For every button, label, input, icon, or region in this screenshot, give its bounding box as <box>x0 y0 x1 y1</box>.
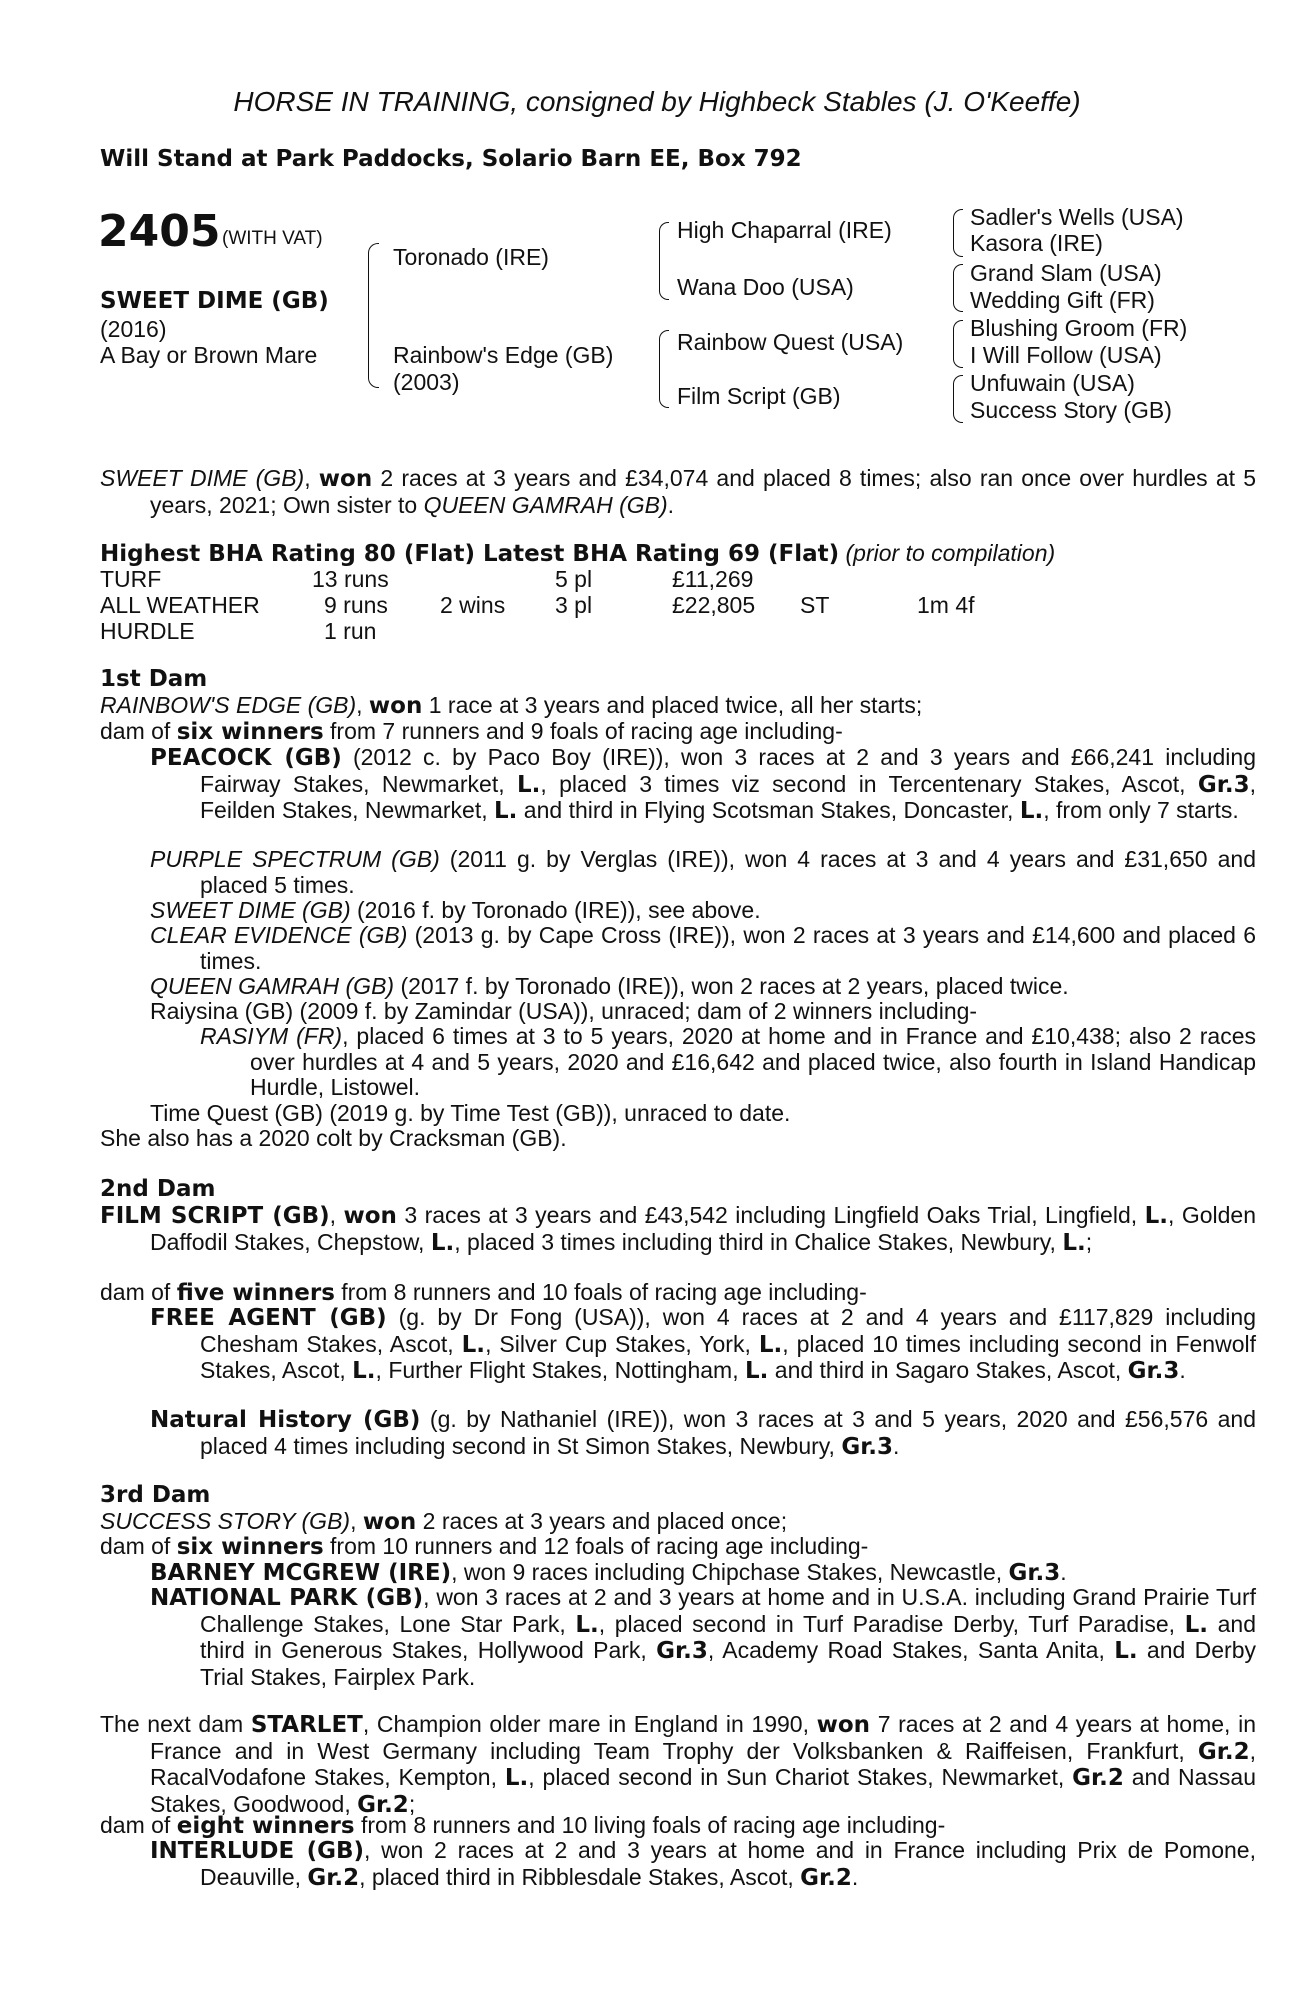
bha-rating: Highest BHA Rating 80 (Flat) Latest BHA Rating 69 (Flat) (prior to compilation) <box>100 540 1056 567</box>
pedigree-dam: Rainbow's Edge (GB) <box>393 342 614 368</box>
pedigree-brace-4 <box>953 375 963 423</box>
second-dam-produce: dam of five winners from 8 runners and 10 foals of racing age including- <box>100 1279 867 1306</box>
horse-name: SWEET DIME (GB) <box>100 288 329 314</box>
second-dam-record: FILM SCRIPT (GB), won 3 races at 3 years and £43,542 including Lingfield Oaks Trial, Lingfield, L., Golden Daffodil Stakes, Chepstow, L., placed 3 times including third in Chalice Stakes, Newbury, L.; <box>100 1202 1256 1256</box>
progeny-raiysina: Raiysina (GB) (2009 f. by Zamindar (USA)), unraced; dam of 2 winners including- <box>150 998 978 1024</box>
progeny-national-park: NATIONAL PARK (GB), won 3 races at 2 and 3 years at home and in U.S.A. including Grand Prairie Turf Challenge Stakes, Lone Star Park, L., placed second in Turf Paradise Derby, Turf Paradise, L. and third in Generous Stakes, Hollywood Park, Gr.3, Academy Road Stakes, Santa Anita, L. and Derby Trial Stakes, Fairplex Park. <box>150 1584 1257 1690</box>
page-title: HORSE IN TRAINING, consigned by Highbeck Stables (J. O'Keeffe) <box>233 86 1081 117</box>
vat-note: (WITH VAT) <box>222 228 323 249</box>
pedigree-sire-dam: Wana Doo (USA) <box>677 274 854 300</box>
progeny-clear-evidence: CLEAR EVIDENCE (GB) (2013 g. by Cape Cross (IRE)), won 2 races at 3 years and £14,600 and placed 6 times. <box>150 922 1256 974</box>
pedigree-dss: Blushing Groom (FR) <box>970 315 1188 341</box>
pedigree-sire: Toronado (IRE) <box>393 244 549 270</box>
pedigree-dam-dam: Film Script (GB) <box>677 383 841 409</box>
pedigree-brace-1 <box>953 209 963 257</box>
progeny-natural-history: Natural History (GB) (g. by Nathaniel (IRE)), won 3 races at 3 and 5 years, 2020 and £56,576 and placed 4 times including second in St Simon Stakes, Newbury, Gr.3. <box>150 1406 1257 1460</box>
first-dam-produce: dam of six winners from 7 runners and 9 foals of racing age including- <box>100 718 843 745</box>
pedigree-brace-3 <box>953 320 963 368</box>
pedigree-brace-main <box>368 243 379 388</box>
progeny-time-quest: Time Quest (GB) (2019 g. by Time Test (GB)), unraced to date. <box>150 1100 791 1126</box>
progeny-queen-gamrah: QUEEN GAMRAH (GB) (2017 f. by Toronado (IRE)), won 2 races at 2 years, placed twice. <box>150 973 1069 999</box>
third-dam-heading: 3rd Dam <box>100 1482 211 1508</box>
horse-description: A Bay or Brown Mare <box>100 342 318 368</box>
second-dam-heading: 2nd Dam <box>100 1176 216 1202</box>
pedigree-brace-sire <box>659 222 669 300</box>
race-summary: SWEET DIME (GB), won 2 races at 3 years and £34,074 and placed 8 times; also ran once over hurdles at 5 years, 2021; Own sister to QUEEN GAMRAH (GB). <box>100 465 1256 518</box>
third-dam-record: SUCCESS STORY (GB), won 2 races at 3 years and placed once; <box>100 1508 788 1535</box>
pedigree-dam-sire: Rainbow Quest (USA) <box>677 329 904 355</box>
progeny-free-agent: FREE AGENT (GB) (g. by Dr Fong (USA)), won 4 races at 2 and 4 years and £117,829 including Chesham Stakes, Ascot, L., Silver Cup Stakes, York, L., placed 10 times including second in Fenwolf Stakes, Ascot, L., Further Flight Stakes, Nottingham, L. and third in Sagaro Stakes, Ascot, Gr.3. <box>150 1304 1257 1384</box>
pedigree-sdd: Wedding Gift (FR) <box>970 287 1155 313</box>
next-dam-produce: dam of eight winners from 8 runners and 10 living foals of racing age including- <box>100 1812 946 1839</box>
catalogue-page: HORSE IN TRAINING, consigned by Highbeck Stables (J. O'Keeffe) Will Stand at Park Paddocks, Solario Barn EE, Box 792 2405 (WITH VAT) SWEET DIME (GB) (2016) A Bay or Brown Mare Toronado (IRE) Rainbow's Edge (GB) (2003) High Chaparral (IRE) Wana Doo (USA) Rainbow Quest (USA) Film Script (GB) Sadler's Wells (USA) Kasora (IRE) Grand Slam (USA) Wedding Gift (FR) Blushing Groom (FR) I Will Follow (USA) Unfuwain (USA) Success Story (GB) SWEET DIME (GB), won 2 races at 3 years and £34,074 and placed 8 times; also ran once over hurdles at 5 years, 2021; Own sister to QUEEN GAMRAH (GB). Highest BHA Rating 80 (Flat) Latest BHA Rating 69 (Flat) (prior to compilation) TURF 13 runs 5 pl £11,269 ALL WEATHER 9 runs 2 wins 3 pl £22,805 ST 1m 4f HURDLE 1 run 1st Dam RAINBOW'S EDGE (GB), won 1 race at 3 years and placed twice, all her starts; dam of six winners from 7 runners and 9 foals of racing age including- PEACOCK (GB) (2012 c. by Paco Boy (IRE)), won 3 races at 2 and 3 years and £66,241 including Fairway Stakes, Newmarket, L., placed 3 times viz second in Tercentenary Stakes, Ascot, Gr.3, Feilden Stakes, Newmarket, L. and third in Flying Scotsman Stakes, Doncaster, L., from only 7 starts. PURPLE SPECTRUM (GB) (2011 g. by Verglas (IRE)), won 4 races at 3 and 4 years and £31,650 and placed 5 times. SWEET DIME (GB) (2016 f. by Toronado (IRE)), see above. CLEAR EVIDENCE (GB) (2013 g. by Cape Cross (IRE)), won 2 races at 3 years and £14,600 and placed 6 times. QUEEN GAMRAH (GB) (2017 f. by Toronado (IRE)), won 2 races at 2 years, placed twice. Raiysina (GB) (2009 f. by Zamindar (USA)), unraced; dam of 2 winners including- RASIYM (FR), placed 6 times at 3 to 5 years, 2020 at home and in France and £10,438; also 2 races over hurdles at 4 and 5 years, 2020 and £16,642 and placed twice, also fourth in Island Handicap Hurdle, Listowel. Time Quest (GB) (2019 g. by Time Test (GB)), unraced to date. She also has a 2020 colt by Cracksman (GB). 2nd Dam FILM SCRIPT (GB), won 3 races at 3 years and £43,542 including Lingfield Oaks Trial, Lingfield, L., Golden Daffodil Stakes, Chepstow, L., placed 3 times including third in Chalice Stakes, Newbury, L.; dam of five winners from 8 runners and 10 foals of racing age including- FREE AGENT (GB) (g. by Dr Fong (USA)), won 4 races at 2 and 4 years and £117,829 including Chesham Stakes, Ascot, L., Silver Cup Stakes, York, L., placed 10 times including second in Fenwolf Stakes, Ascot, L., Further Flight Stakes, Nottingham, L. and third in Sagaro Stakes, Ascot, Gr.3. Natural History (GB) (g. by Nathaniel (IRE)), won 3 races at 3 and 5 years, 2020 and £56,576 and placed 4 times including second in St Simon Stakes, Newbury, Gr.3. 3rd Dam SUCCESS STORY (GB), won 2 races at 3 years and placed once; dam of six winners from 10 runners and 12 foals of racing age including- BARNEY MCGREW (IRE), won 9 races including Chipchase Stakes, Newcastle, Gr.3. NATIONAL PARK (GB), won 3 races at 2 and 3 years at home and in U.S.A. including Grand Prairie Turf Challenge Stakes, Lone Star Park, L., placed second in Turf Paradise Derby, Turf Paradise, L. and third in Generous Stakes, Hollywood Park, Gr.3, Academy Road Stakes, Santa Anita, L. and Derby Trial Stakes, Fairplex Park. The next dam STARLET, Champion older mare in England in 1990, won 7 races at 2 and 4 years at home, in France and in West Germany including Team Trophy der Volksbanken & Raiffeisen, Frankfurt, Gr.2, RacalVodafone Stakes, Kempton, L., placed second in Sun Chariot Stakes, Newmarket, Gr.2 and Nassau Stakes, Goodwood, Gr.2; dam of eight winners from 8 runners and 10 living foals of racing age including- INTERLUDE (GB), won 2 races at 2 and 3 years at home and in France including Prix de Pomone, Deauville, Gr.2, placed third in Ribblesdale Stakes, Ascot, Gr.2. <box>0 0 1314 2000</box>
pedigree-dds: Unfuwain (USA) <box>970 370 1135 396</box>
first-dam-heading: 1st Dam <box>100 666 208 692</box>
pedigree-brace-2 <box>953 264 963 312</box>
pedigree-dsd: I Will Follow (USA) <box>970 342 1162 368</box>
pedigree-ssd: Kasora (IRE) <box>970 230 1103 256</box>
stand-location: Will Stand at Park Paddocks, Solario Barn EE, Box 792 <box>100 146 802 172</box>
lot-number: 2405 <box>98 206 221 257</box>
first-dam-record: RAINBOW'S EDGE (GB), won 1 race at 3 years and placed twice, all her starts; <box>100 692 923 719</box>
pedigree-dam-year: (2003) <box>393 369 460 395</box>
pedigree-sds: Grand Slam (USA) <box>970 260 1162 286</box>
progeny-sweet-dime: SWEET DIME (GB) (2016 f. by Toronado (IRE)), see above. <box>150 897 761 923</box>
progeny-peacock: PEACOCK (GB) (2012 c. by Paco Boy (IRE)), won 3 races at 2 and 3 years and £66,241 including Fairway Stakes, Newmarket, L., placed 3 times viz second in Tercentenary Stakes, Ascot, Gr.3, Feilden Stakes, Newmarket, L. and third in Flying Scotsman Stakes, Doncaster, L., from only 7 starts. <box>150 744 1256 824</box>
third-dam-produce: dam of six winners from 10 runners and 12 foals of racing age including- <box>100 1533 869 1560</box>
first-dam-colt: She also has a 2020 colt by Cracksman (GB). <box>100 1125 567 1151</box>
progeny-barney-mcgrew: BARNEY MCGREW (IRE), won 9 races including Chipchase Stakes, Newcastle, Gr.3. <box>150 1559 1067 1586</box>
pedigree-sss: Sadler's Wells (USA) <box>970 204 1184 230</box>
progeny-purple-spectrum: PURPLE SPECTRUM (GB) (2011 g. by Verglas (IRE)), won 4 races at 3 and 4 years and £31,650 and placed 5 times. <box>150 846 1256 898</box>
next-dam-record: The next dam STARLET, Champion older mare in England in 1990, won 7 races at 2 and 4 years at home, in France and in West Germany including Team Trophy der Volksbanken & Raiffeisen, Frankfurt, Gr.2, RacalVodafone Stakes, Kempton, L., placed second in Sun Chariot Stakes, Newmarket, Gr.2 and Nassau Stakes, Goodwood, Gr.2; <box>100 1711 1256 1818</box>
pedigree-ddd: Success Story (GB) <box>970 397 1172 423</box>
progeny-interlude: INTERLUDE (GB), won 2 races at 2 and 3 years at home and in France including Prix de Pomone, Deauville, Gr.2, placed third in Ribblesdale Stakes, Ascot, Gr.2. <box>150 1837 1256 1891</box>
grandprogeny-rasiym: RASIYM (FR), placed 6 times at 3 to 5 years, 2020 at home and in France and £10,438; also 2 races over hurdles at 4 and 5 years, 2020 and £16,642 and placed twice, also fourth in Island Handicap Hurdle, Listowel. <box>200 1023 1256 1100</box>
horse-year: (2016) <box>100 316 167 342</box>
pedigree-brace-dam <box>659 330 669 408</box>
pedigree-sire-sire: High Chaparral (IRE) <box>677 217 892 243</box>
